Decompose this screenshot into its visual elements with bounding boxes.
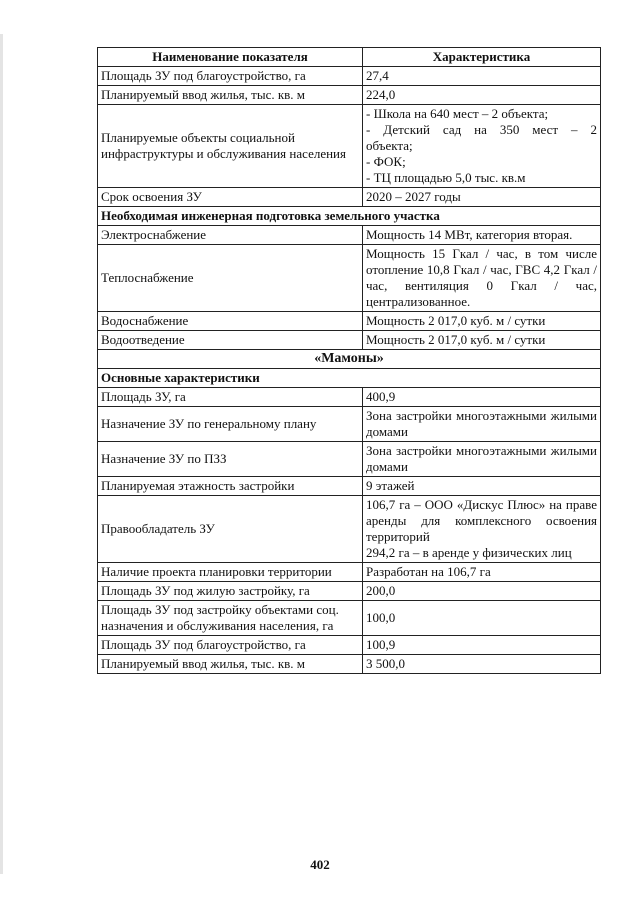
row-value: Зона застройки многоэтажными жилыми домами <box>363 407 601 442</box>
social-item-kindergarten-cont: объекта; <box>366 138 413 153</box>
row-value-social <box>363 105 601 188</box>
row-value: Мощность 2 017,0 куб. м / сутки <box>363 312 601 331</box>
row-label: Площадь ЗУ под благоустройство, га <box>98 636 363 655</box>
location-title: «Мамоны» <box>98 350 601 369</box>
row-label: Планируемый ввод жилья, тыс. кв. м <box>98 655 363 674</box>
table-row <box>98 67 601 86</box>
row-value: 100,0 <box>363 601 601 636</box>
row-value: Зона застройки многоэтажными жилыми домами <box>363 442 601 477</box>
row-label: Площадь ЗУ под жилую застройку, га <box>98 582 363 601</box>
table-row <box>98 655 601 674</box>
section-title-main: Основные характеристики <box>98 369 601 388</box>
social-item-school: - Школа на 640 мест – 2 объекта; <box>366 106 549 121</box>
page-edge <box>0 34 3 874</box>
row-value: Разработан на 106,7 га <box>363 563 601 582</box>
row-value: 400,9 <box>363 388 601 407</box>
section-row <box>98 369 601 388</box>
header-indicator: Наименование показателя <box>98 48 363 67</box>
row-label: Срок освоения ЗУ <box>98 188 363 207</box>
row-label: Площадь ЗУ под застройку объектами соц. назначения и обслуживания населения, га <box>98 601 363 636</box>
table-row <box>98 226 601 245</box>
row-label: Назначение ЗУ по генеральному плану <box>98 407 363 442</box>
row-label: Электроснабжение <box>98 226 363 245</box>
row-value: 224,0 <box>363 86 601 105</box>
table-row <box>98 601 601 636</box>
row-value: 9 этажей <box>363 477 601 496</box>
social-item-kindergarten: - Детский сад на 350 мест – 2 <box>366 122 597 137</box>
section-row <box>98 207 601 226</box>
social-item-mall: - ТЦ площадью 5,0 тыс. кв.м <box>366 170 526 185</box>
table-row <box>98 407 601 442</box>
row-value: Мощность 2 017,0 куб. м / сутки <box>363 331 601 350</box>
row-label: Площадь ЗУ, га <box>98 388 363 407</box>
row-label: Водоотведение <box>98 331 363 350</box>
table-row <box>98 188 601 207</box>
row-value: Мощность 15 Гкал / час, в том числе отопление 10,8 Гкал / час, ГВС 4,2 Гкал / час, вентиляция 0 Гкал / час, централизованное. <box>363 245 601 312</box>
header-characteristic: Характеристика <box>363 48 601 67</box>
owner-line-2: 294,2 га – в аренде у физических лиц <box>366 545 572 560</box>
table-row <box>98 312 601 331</box>
row-value-owner <box>363 496 601 563</box>
table-row <box>98 477 601 496</box>
table-row <box>98 442 601 477</box>
row-value: 200,0 <box>363 582 601 601</box>
table-row <box>98 245 601 312</box>
table-row <box>98 636 601 655</box>
section-title-engineering: Необходимая инженерная подготовка земельного участка <box>98 207 601 226</box>
row-label: Наличие проекта планировки территории <box>98 563 363 582</box>
row-label: Водоснабжение <box>98 312 363 331</box>
row-label: Правообладатель ЗУ <box>98 496 363 563</box>
table-row <box>98 331 601 350</box>
row-label: Планируемый ввод жилья, тыс. кв. м <box>98 86 363 105</box>
data-table <box>97 47 601 674</box>
row-label: Площадь ЗУ под благоустройство, га <box>98 67 363 86</box>
table-row <box>98 388 601 407</box>
row-label: Планируемые объекты социальной инфраструктуры и обслуживания населения <box>98 105 363 188</box>
row-label: Теплоснабжение <box>98 245 363 312</box>
row-value: 3 500,0 <box>363 655 601 674</box>
row-label: Планируемая этажность застройки <box>98 477 363 496</box>
table-row <box>98 563 601 582</box>
table-row-owner <box>98 496 601 563</box>
location-title-row <box>98 350 601 369</box>
owner-line-1: 106,7 га – ООО «Дискус Плюс» на праве аренды для комплексного освоения территорий <box>366 497 597 544</box>
row-value: 100,9 <box>363 636 601 655</box>
table-row-social <box>98 105 601 188</box>
page-number: 402 <box>310 857 330 872</box>
table-row <box>98 582 601 601</box>
row-value: 2020 – 2027 годы <box>363 188 601 207</box>
row-label: Назначение ЗУ по ПЗЗ <box>98 442 363 477</box>
table-header-row <box>98 48 601 67</box>
social-item-fok: - ФОК; <box>366 154 406 169</box>
row-value: 27,4 <box>363 67 601 86</box>
table-row <box>98 86 601 105</box>
row-value: Мощность 14 МВт, категория вторая. <box>363 226 601 245</box>
